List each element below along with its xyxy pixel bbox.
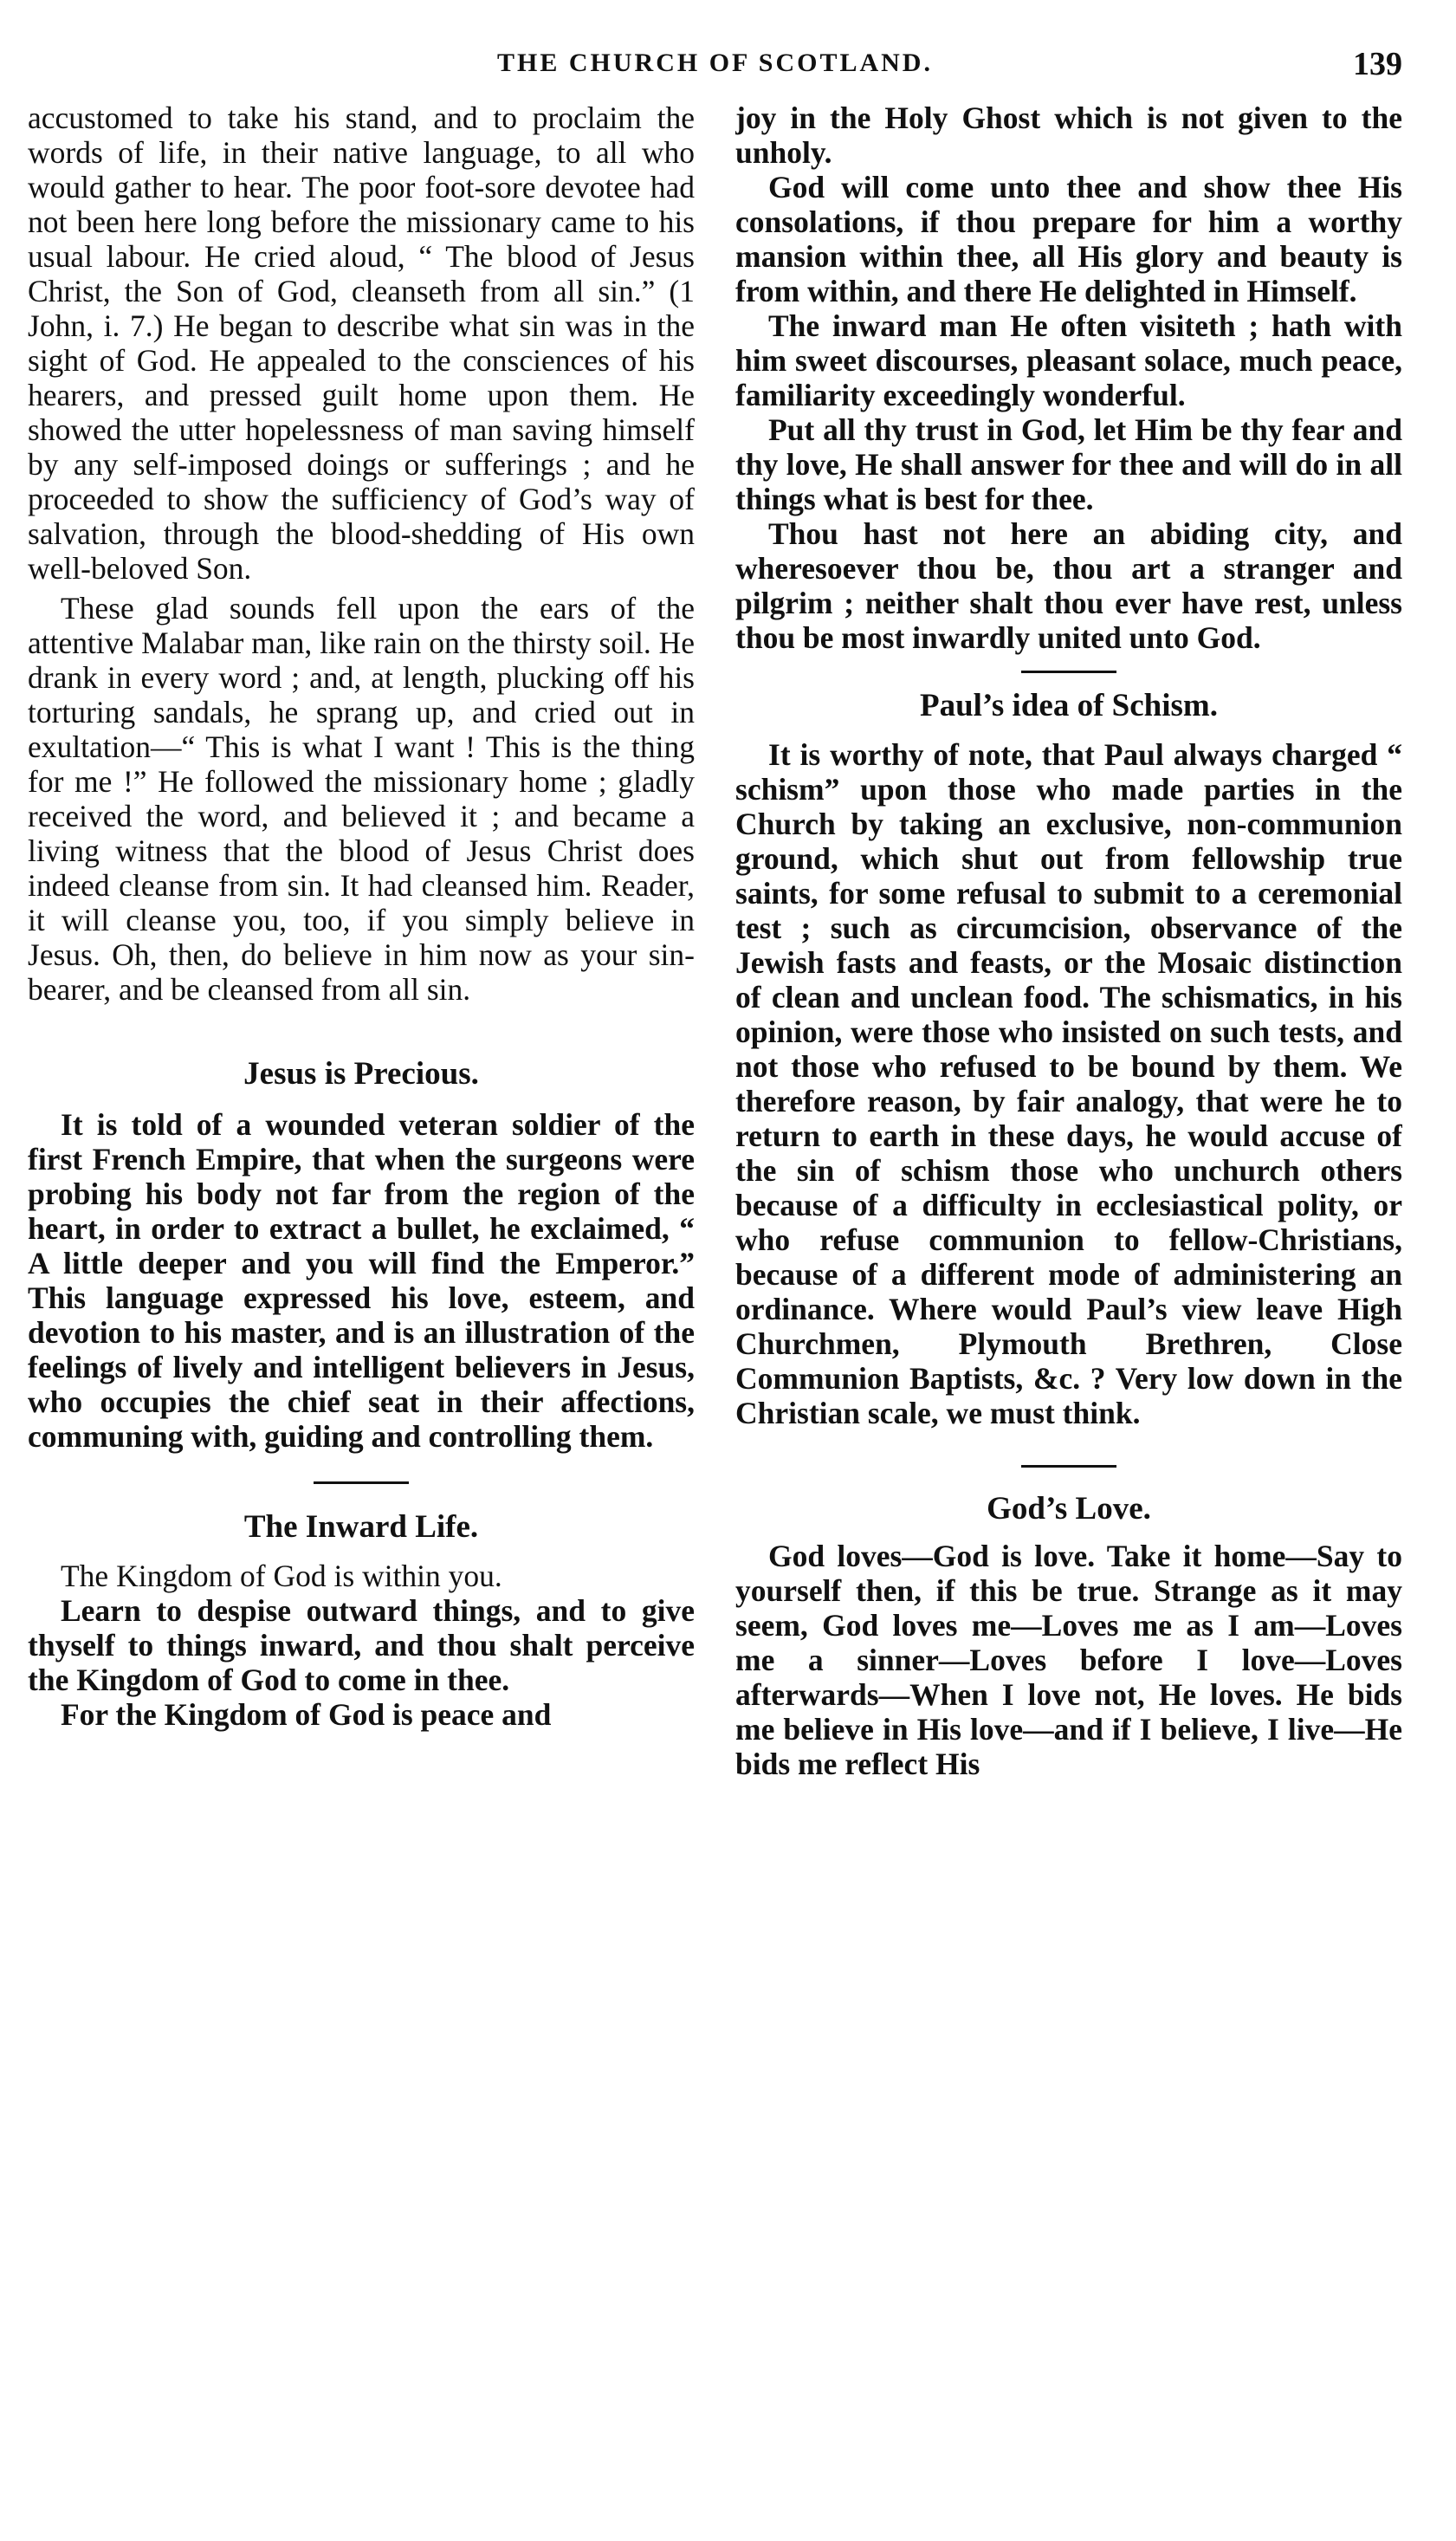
paragraph: accustomed to take his stand, and to proclaim the words of life, in their native language, to all who would gather to hear. The poor foot-sore devotee had not been here long before the missionary came to his usual labour. He cried aloud, “ The blood of Jesus Christ, the Son of God, cleanseth from all sin.” (1 John, i. 7.) He began to describe what sin was in the sight of God. He appealed to the consciences of his hearers, and pressed guilt home upon them. He showed the utter hopelessness of man saving himself by any self-imposed doings or sufferings ; and he proceeded to show the sufficiency of God’s way of salvation, through the blood-shedding of His own well-beloved Son. xyxy=(28,100,695,586)
section-body-gods-love xyxy=(735,1539,1402,1781)
left-column xyxy=(28,100,695,2526)
running-head-title: THE CHURCH OF SCOTLAND. xyxy=(497,49,933,77)
paragraph: It is worthy of note, that Paul always charged “ schism” upon those who made parties in the Church by taking an exclusive, non-communion ground, which shut out from fellowship true saints, for some refusal to submit to a ceremonial test ; such as circumcision, observance of the Jewish fasts and feasts, or the Mosaic distinction of clean and unclean food. The schismatics, in his opinion, were those who insisted on such tests, and not those who refused to be bound by them. We therefore reason, by fair analogy, that were he to return to earth in these days, he would accuse of the sin of schism those who unchurch others because of a difficulty in ecclesiastical polity, or who refuse communion to fellow-Christians, because of a different mode of administering an ordinance. Where would Paul’s view leave High Churchmen, Plymouth Brethren, Close Communion Baptists, &c. ? Very low down in the Christian scale, we must think. xyxy=(735,737,1402,1430)
paragraph: God loves—God is love. Take it home—Say to yourself then, if this be true. Strange as it may seem, God loves me—Loves me as I am—Loves me a sinner—Loves before I love—Loves afterwards—When I love not, He loves. He bids me believe in His love—and if I believe, I live—He bids me reflect His xyxy=(735,1539,1402,1781)
section-heading-gods-love: God’s Love. xyxy=(987,1491,1151,1527)
paragraph: Put all thy trust in God, let Him be thy fear and thy love, He shall answer for thee and will do in all things what is best for thee. xyxy=(735,412,1402,516)
paragraph: God will come unto thee and show thee His consolations, if thou prepare for him a worthy mansion within thee, all His glory and beauty is from within, and there He delighted in Himself. xyxy=(735,170,1402,308)
section-heading-pauls-idea-of-schism: Paul’s idea of Schism. xyxy=(920,688,1218,723)
paragraph: These glad sounds fell upon the ears of the attentive Malabar man, like rain on the thirsty soil. He drank in every word ; and, at length, plucking off his torturing sandals, he sprang up, and cried out in exultation—“ This is what I want ! This is the thing for me !” He followed the missionary home ; gladly received the word, and believed it ; and became a living witness that the blood of Jesus Christ does indeed cleanse from sin. It had cleansed him. Reader, it will cleanse you, too, if you simply believe in Jesus. Oh, then, do believe in him now as your sin-bearer, and be cleansed from all sin. xyxy=(28,591,695,1007)
page-number: 139 xyxy=(1353,46,1402,82)
running-head xyxy=(28,46,1402,100)
right-column xyxy=(735,100,1402,2526)
text-columns xyxy=(28,100,1402,2526)
section-body-pauls-idea-of-schism xyxy=(735,737,1402,1430)
section-body-jesus-is-precious xyxy=(28,1107,695,1454)
paragraph: Thou hast not here an abiding city, and wheresoever thou be, thou art a stranger and pilgrim ; neither shalt thou ever have rest, unless thou be most inwardly united unto God. xyxy=(735,516,1402,655)
paragraph: It is told of a wounded veteran soldier of the first French Empire, that when the surgeons were probing his body not far from the region of the heart, in order to extract a bullet, he exclaimed, “ A little deeper and you will find the Emperor.” This language expressed his love, esteem, and devotion to his master, and is an illustration of the feelings of lively and intelligent believers in Jesus, who occupies the chief seat in their affections, communing with, guiding and controlling them. xyxy=(28,1107,695,1454)
section-heading-jesus-is-precious: Jesus is Precious. xyxy=(243,1056,479,1092)
paragraph: The Kingdom of God is within you. xyxy=(61,1559,502,1593)
section-heading-inward-life: The Inward Life. xyxy=(243,1509,479,1545)
paragraph: Learn to despise outward things, and to give thyself to things inward, and thou shalt perceive the Kingdom of God to come in thee. xyxy=(28,1593,695,1697)
paragraph: For the Kingdom of God is peace and xyxy=(61,1697,552,1732)
paragraph: joy in the Holy Ghost which is not given to the unholy. xyxy=(735,100,1402,170)
paragraph: The inward man He often visiteth ; hath with him sweet discourses, pleasant solace, much peace, familiarity exceedingly wonderful. xyxy=(735,308,1402,412)
